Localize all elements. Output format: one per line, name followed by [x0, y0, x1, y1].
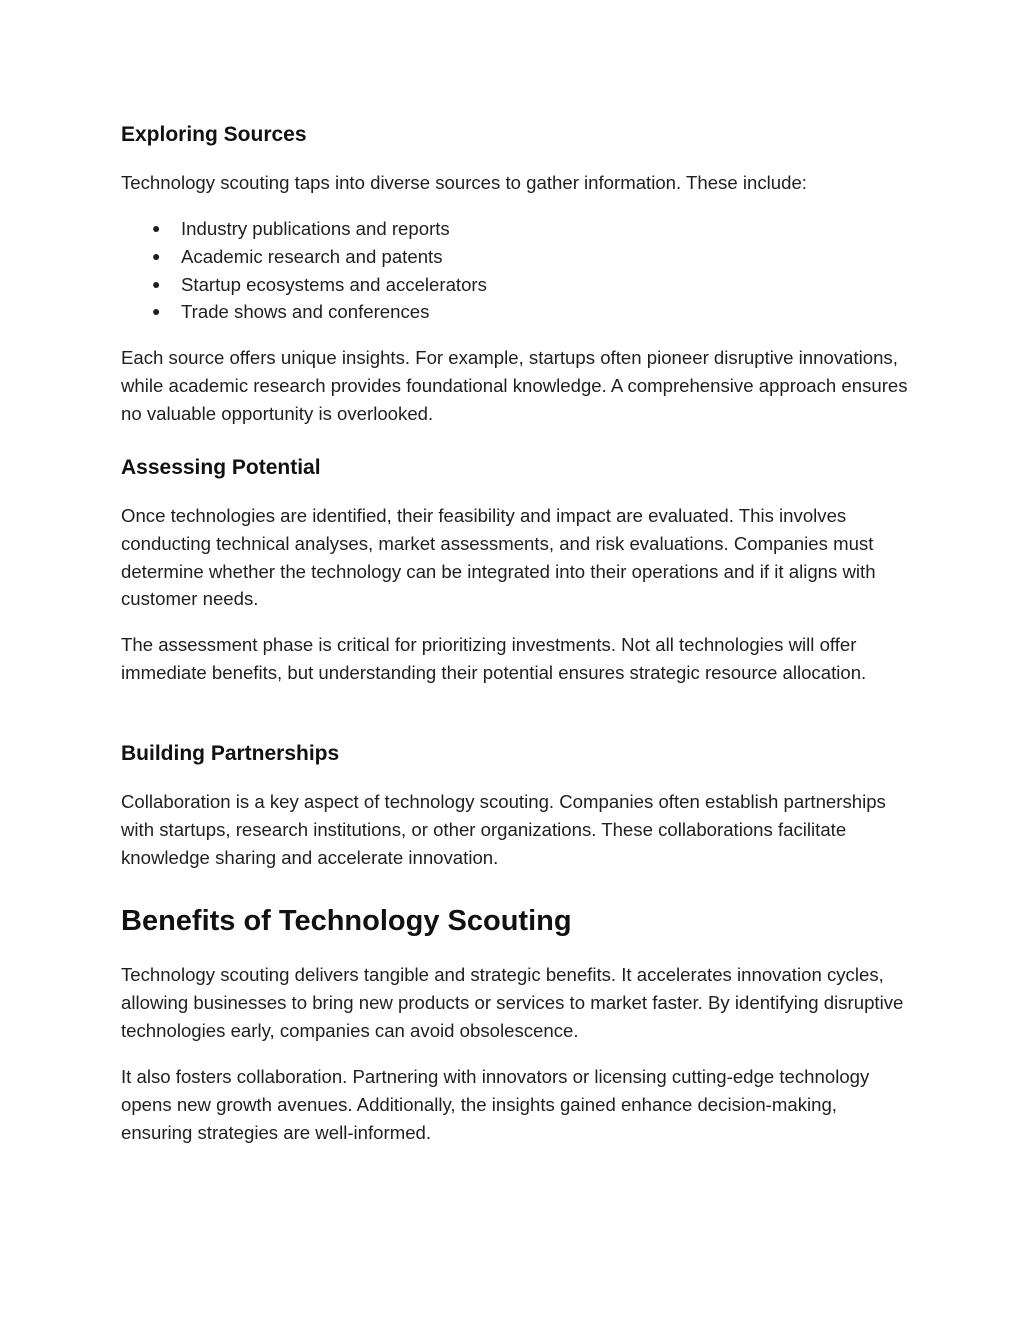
list-item: ● Industry publications and reports	[121, 215, 911, 243]
heading-building-partnerships: Building Partnerships	[121, 742, 340, 765]
paragraph-exploring-detail: Each source offers unique insights. For example, startups often pioneer disruptive innovations, while academic research provides foundational knowledge. A comprehensive approach ensures no valuable opportunity is overlooked.	[121, 347, 908, 424]
paragraph-assessing-2: The assessment phase is critical for prioritizing investments. Not all technologies will offer immediate benefits, but understanding their potential ensures strategic resource allocation.	[121, 634, 867, 683]
heading-exploring-sources: Exploring Sources	[121, 123, 307, 146]
list-item: ● Academic research and patents	[121, 243, 911, 271]
bullet-icon: ●	[152, 275, 161, 292]
heading-benefits: Benefits of Technology Scouting	[121, 905, 572, 937]
list-item: ● Trade shows and conferences	[121, 298, 911, 326]
bullet-icon: ●	[152, 247, 161, 264]
bullet-icon: ●	[152, 303, 161, 320]
sources-list	[121, 215, 911, 326]
paragraph-benefits-1: Technology scouting delivers tangible and strategic benefits. It accelerates innovation cycles, allowing businesses to bring new products or services to market faster. By identifying disruptive technologies early, companies can avoid obsolescence.	[121, 964, 904, 1041]
paragraph-exploring-intro: Technology scouting taps into diverse sources to gather information. These include:	[121, 172, 807, 193]
heading-assessing-potential: Assessing Potential	[121, 456, 321, 479]
paragraph-building: Collaboration is a key aspect of technology scouting. Companies often establish partnerships with startups, research institutions, or other organizations. These collaborations facilitate knowledge sharing and accelerate innovation.	[121, 791, 886, 868]
list-item: ● Startup ecosystems and accelerators	[121, 271, 911, 299]
paragraph-assessing-1: Once technologies are identified, their feasibility and impact are evaluated. This involves conducting technical analyses, market assessments, and risk evaluations. Companies must determine whether the technology can be integrated into their operations and if it aligns with customer needs.	[121, 505, 876, 610]
paragraph-benefits-2: It also fosters collaboration. Partnering with innovators or licensing cutting-edge technology opens new growth avenues. Additionally, the insights gained enhance decision-making, ensuring strategies are well-informed.	[121, 1066, 870, 1143]
bullet-icon: ●	[152, 220, 161, 236]
